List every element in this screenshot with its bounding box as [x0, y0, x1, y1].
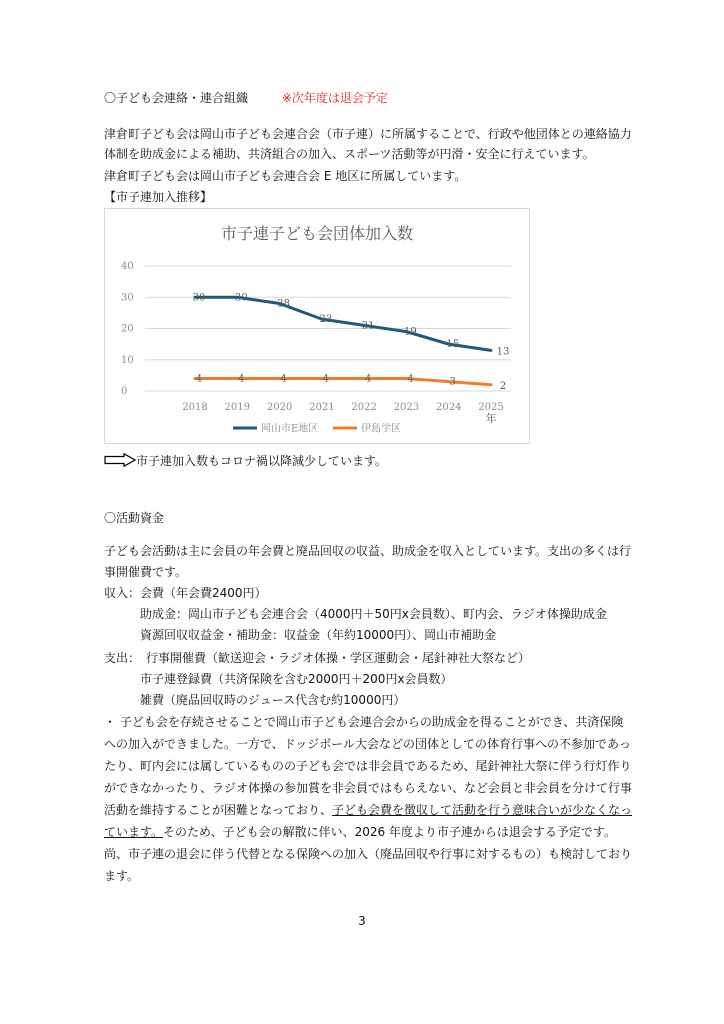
- chart-subheading: 【市子連加入推移】: [104, 190, 213, 204]
- section-heading-funds: 〇活動資金: [104, 511, 165, 525]
- data-label: 19: [404, 326, 417, 338]
- y-tick-label: 20: [121, 323, 134, 335]
- expense-label: 支出： 行事開催費（歓送迎会・ラジオ体操・学区運動会・尾針神社大祭など）: [104, 651, 531, 665]
- x-tick-label: 2025: [478, 402, 504, 413]
- paragraph-line: への加入ができました。一方で、ドッジボール大会などの団体としての体育行事への不参加であっ: [104, 737, 631, 751]
- data-label: 23: [319, 314, 333, 326]
- x-tick-label: 2018: [182, 402, 208, 413]
- paragraph-line: 事開催費です。: [104, 565, 188, 579]
- paragraph-line: 津倉町子ども会は岡山市子ども会連合会（市子連）に所属することで、行政や他団体との連絡協力: [104, 127, 632, 141]
- data-label: 15: [446, 339, 460, 351]
- chart-svg: [105, 209, 529, 443]
- legend-label: 伊島学区: [361, 423, 401, 435]
- data-label: 30: [234, 292, 248, 304]
- income-item: 助成金：岡山市子ども会連合会（4000円＋50円x会員数）、町内会、ラジオ体操助成金: [140, 607, 607, 621]
- arrow-note-text: 市子連加入数もコロナ禍以降減少しています。: [136, 453, 388, 468]
- expense-item: 雑費（廃品回収時のジュース代含む約10000円）: [140, 693, 406, 707]
- paragraph-line: 津倉町子ども会は岡山市子ども会連合会 E 地区に所属しています。: [104, 169, 467, 183]
- x-axis-suffix: 年: [485, 412, 497, 425]
- data-label: 13: [496, 346, 510, 358]
- x-tick-label: 2019: [224, 402, 251, 413]
- legend-label: 岡山市E地区: [261, 423, 319, 435]
- data-label: 2: [499, 380, 507, 392]
- chart-title: 市子連子ども会団体加入数: [220, 224, 414, 243]
- expense-item: 市子連登録費（共済保険を含む2000円＋200円x会員数）: [140, 672, 453, 686]
- membership-line-chart: [104, 208, 530, 444]
- data-label: 4: [238, 373, 245, 385]
- paragraph-line: 尚、市子連の退会に伴う代替となる保険への加入（廃品回収や行事に対するもの）も検討しており: [104, 847, 633, 861]
- right-arrow-icon: [104, 453, 136, 467]
- text-segment: 活動を維持することが困難となっており、: [104, 803, 333, 817]
- y-tick-label: 0: [121, 386, 128, 397]
- paragraph-line: [104, 824, 616, 840]
- y-tick-label: 40: [121, 261, 134, 272]
- paragraph-line: [104, 802, 632, 818]
- paragraph-line: ができなかったり、ラジオ体操の参加賞を非会員ではもらえない、など会員と非会員を分けて行事: [104, 781, 633, 795]
- withdrawal-notice: ※次年度は退会予定: [281, 91, 388, 105]
- x-tick-label: 2024: [435, 402, 462, 413]
- heading-text: 〇子ども会連絡・連合組織: [104, 91, 249, 105]
- data-label: 21: [361, 320, 375, 332]
- data-label: 3: [449, 376, 456, 388]
- data-label: 4: [195, 373, 203, 385]
- data-label: 4: [364, 373, 372, 385]
- data-label: 4: [407, 373, 414, 385]
- x-tick-label: 2023: [393, 402, 420, 413]
- paragraph-line: たり、町内会には属しているものの子ども会では非会員であるため、尾針神社大祭に伴う行灯作り: [104, 759, 632, 773]
- data-label: 4: [322, 373, 330, 385]
- paragraph-line: 体制を助成金による補助、共済組合の加入、スポーツ活動等が円滑・安全に行えています。: [104, 147, 595, 161]
- section-heading-organization: [104, 90, 388, 106]
- page-number: 3: [358, 914, 366, 928]
- y-tick-label: 10: [121, 354, 134, 366]
- paragraph-line: ・ 子ども会を存続させることで岡山市子ども会連合会からの助成金を得ることができ、共済保険: [104, 715, 624, 729]
- x-tick-label: 2022: [351, 402, 377, 413]
- underlined-text: ています。: [104, 825, 164, 839]
- y-tick-label: 30: [121, 292, 134, 304]
- income-label: 収入：会費（年会費2400円）: [104, 586, 267, 600]
- income-item: 資源回収収益金・補助金：収益金（年約10000円）、岡山市補助金: [140, 628, 497, 642]
- arrow-note: [104, 452, 387, 468]
- data-label: 28: [277, 298, 290, 310]
- x-tick-label: 2020: [266, 402, 293, 413]
- text-segment: そのため、子ども会の解散に伴い、2026 年度より市子連からは退会する予定です。: [163, 825, 616, 839]
- data-label: 30: [192, 292, 206, 304]
- paragraph-line: ます。: [104, 869, 140, 883]
- data-label: 4: [280, 373, 287, 385]
- paragraph-line: 子ども会活動は主に会員の年会費と廃品回収の収益、助成金を収入としています。支出の多くは行: [104, 544, 632, 558]
- underlined-text: 子ども会費を徴収して活動を行う意味合いが少なくなっ: [332, 803, 633, 817]
- x-tick-label: 2021: [309, 402, 335, 413]
